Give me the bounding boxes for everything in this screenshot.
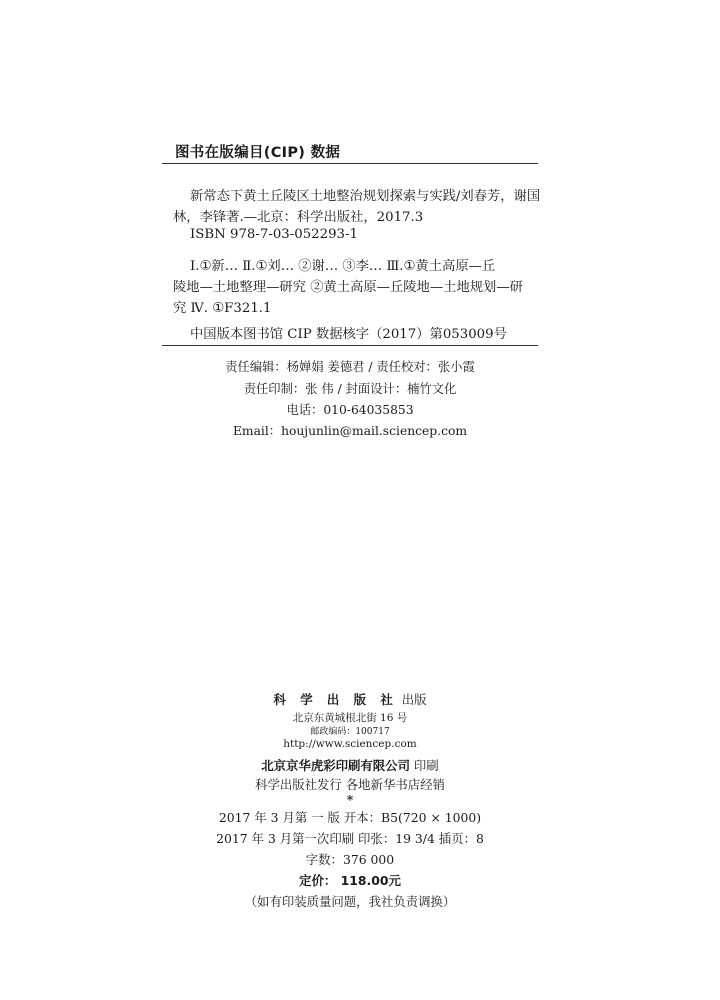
- credits-editors: 责任编辑：杨婵娟 姜德君 / 责任校对：张小霞: [225, 360, 475, 374]
- publisher-name: 科 学 出 版 社: [273, 692, 398, 707]
- publisher-address: 北京东黄城根北街 16 号: [292, 712, 408, 724]
- publisher-postal: 邮政编码：100717: [310, 727, 390, 737]
- credits-email: Email：houjunlin@mail.sciencep.com: [232, 424, 468, 438]
- cip-title-line-1: 新常态下黄土丘陵区土地整治规划探索与实践/刘春芳，谢国: [190, 189, 541, 204]
- quality-note: （如有印装质量问题，我社负责调换）: [244, 894, 456, 909]
- publisher-suffix: 出版: [401, 692, 427, 707]
- printer-line: [162, 756, 538, 774]
- cip-top-rule: [162, 163, 538, 164]
- credits-phone: 电话：010-64035853: [286, 403, 414, 417]
- edition-line: 2017 年 3 月第 一 版 开本：B5(720 × 1000): [218, 810, 482, 825]
- publisher-url: http://www.sciencep.com: [283, 738, 417, 750]
- cip-classification-line-2: 陵地—土地整理—研究 ②黄土高原—丘陵地—土地规划—研: [173, 280, 523, 295]
- cip-isbn: ISBN 978-7-03-052293-1: [190, 227, 358, 242]
- cip-classification-line-3: 究 Ⅳ. ①F321.1: [173, 301, 272, 316]
- price-line: 定价： 118.00元: [299, 873, 401, 888]
- cip-bottom-rule: [162, 345, 538, 346]
- printer-name: 北京京华虎彩印刷有限公司: [261, 758, 410, 773]
- cip-header: 图书在版编目(CIP) 数据: [175, 145, 341, 161]
- cip-classification-line-1: Ⅰ.①新… Ⅱ.①刘… ②谢… ③李… Ⅲ.①黄土高原—丘: [190, 259, 496, 274]
- cip-library-number: 中国版本图书馆 CIP 数据核字（2017）第053009号: [190, 327, 507, 342]
- printing-line: 2017 年 3 月第一次印刷 印张：19 3/4 插页：8: [216, 831, 484, 846]
- wordcount-line: 字数：376 000: [305, 852, 395, 867]
- separator-star: *: [346, 792, 354, 807]
- cip-title-line-2: 林，李锋著.—北京：科学出版社，2017.3: [173, 210, 424, 225]
- credits-print-design: 责任印制：张 伟 / 封面设计：楠竹文化: [243, 382, 457, 396]
- distribution-line: 科学出版社发行 各地新华书店经销: [255, 777, 445, 792]
- publisher-line: [162, 690, 538, 708]
- printer-suffix: 印刷: [413, 758, 439, 773]
